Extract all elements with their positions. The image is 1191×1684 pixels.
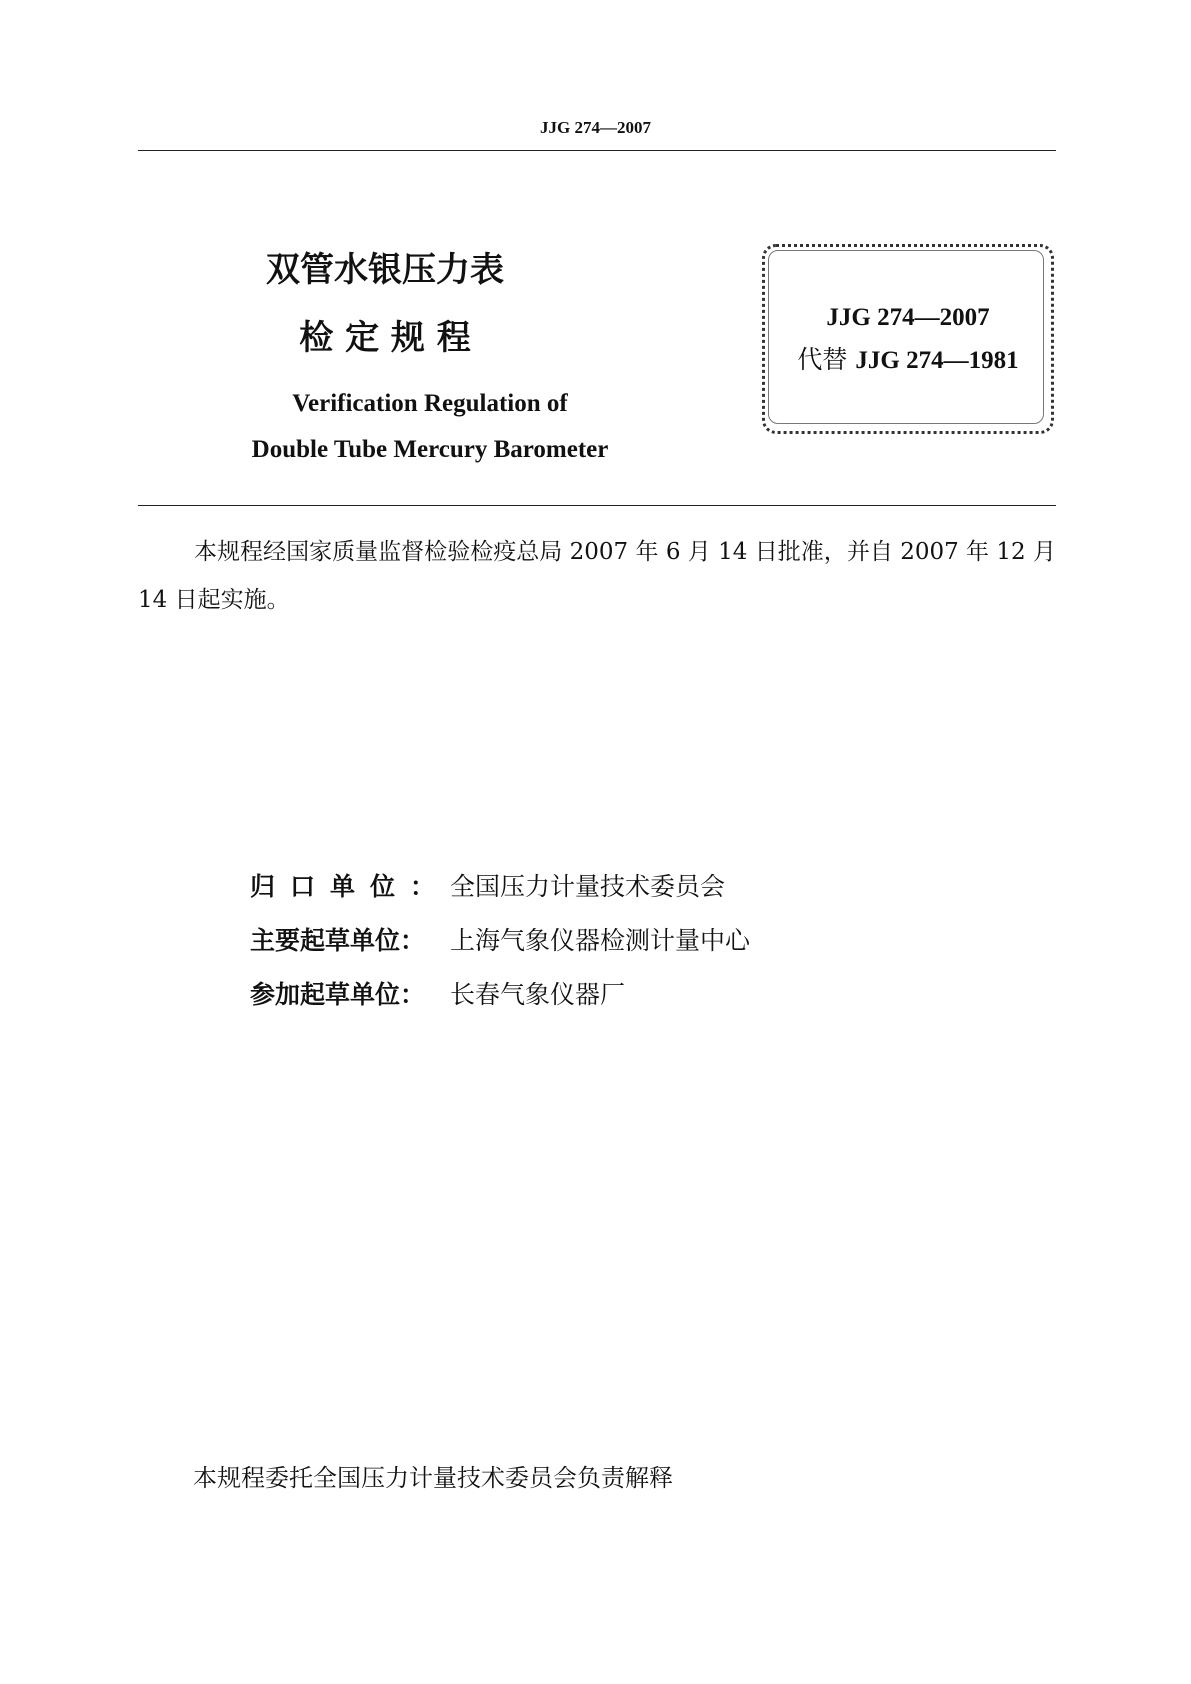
unit-label: 归口单位： (250, 872, 451, 901)
unit-value: 上海气象仪器检测计量中心 (450, 926, 751, 955)
code-current: JJG 274—2007 (826, 304, 990, 331)
title-zh-line1: 双管水银压力表 (266, 250, 504, 290)
title-rule (138, 505, 1056, 506)
unit-row-main-drafting (250, 921, 750, 961)
unit-label: 参加起草单位： (250, 980, 426, 1009)
running-header: JJG 274—2007 (540, 118, 651, 137)
title-zh-line2: 检 定 规 程 (299, 318, 471, 358)
title-en-line2: Double Tube Mercury Barometer (251, 436, 609, 463)
unit-label: 主要起草单位： (250, 926, 426, 955)
header-rule (138, 150, 1056, 151)
unit-row-centralized (250, 867, 725, 907)
code-box-inner-border (768, 250, 1044, 424)
interpretation-note: 本规程委托全国压力计量技术委员会负责解释 (193, 1464, 673, 1492)
code-replaced: JJG 274—1981 (855, 347, 1019, 374)
title-en-line1: Verification Regulation of (292, 390, 568, 417)
code-box-line1 (762, 302, 1054, 332)
code-replace-prefix: 代替 (797, 345, 848, 374)
approval-paragraph (138, 528, 1056, 624)
unit-value: 长春气象仪器厂 (450, 980, 626, 1009)
unit-value: 全国压力计量技术委员会 (450, 872, 726, 901)
code-box-line2 (762, 340, 1054, 376)
approval-text: 本规程经国家质量监督检验检疫总局 2007 年 6 月 14 日批准，并自 2007 年 12 月 14 日起实施。 (138, 539, 1056, 613)
unit-row-participating (250, 975, 625, 1015)
